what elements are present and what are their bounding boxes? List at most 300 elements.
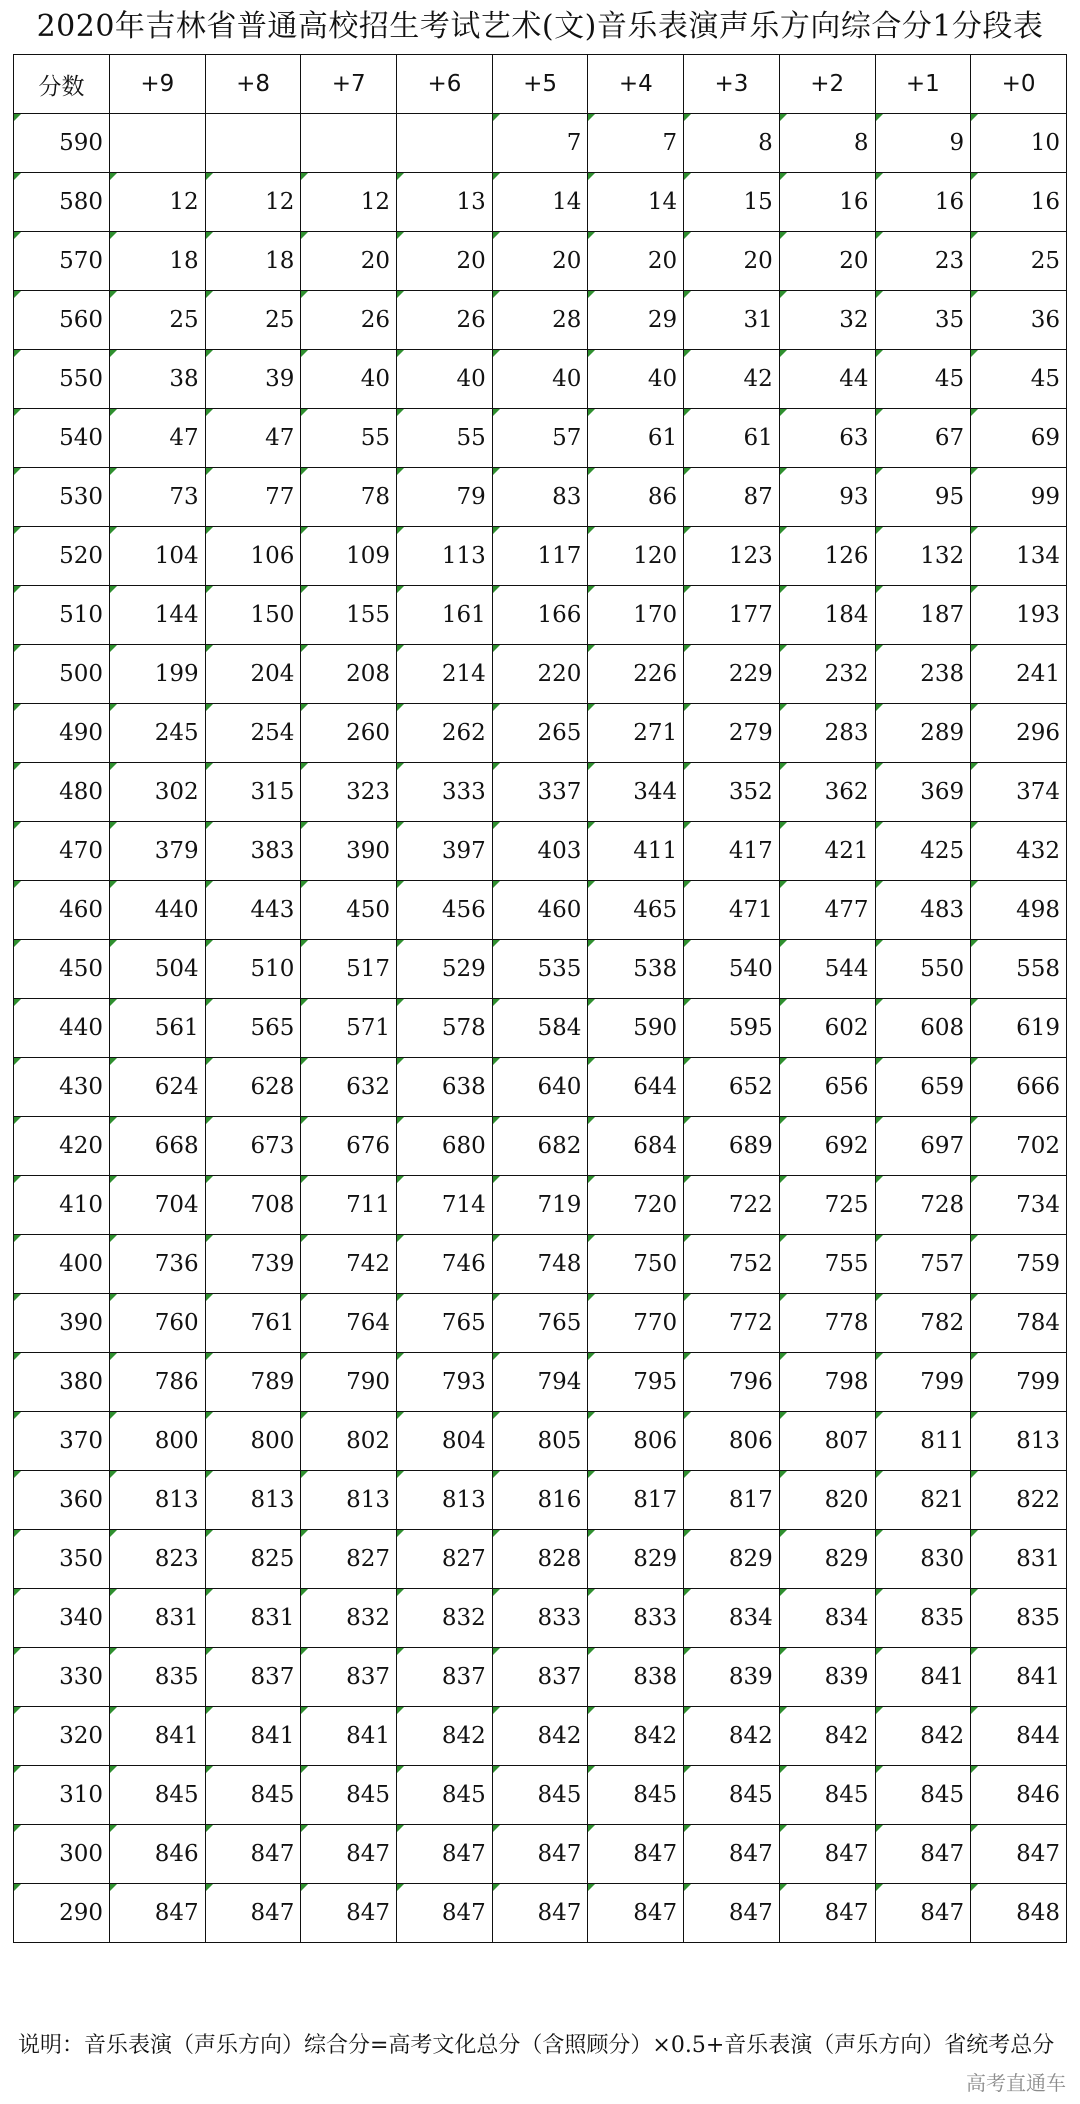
count-cell: 837 bbox=[492, 1648, 588, 1707]
count-cell: 69 bbox=[971, 409, 1067, 468]
count-cell: 8 bbox=[684, 114, 780, 173]
count-cell: 208 bbox=[301, 645, 397, 704]
count-cell: 834 bbox=[684, 1589, 780, 1648]
table-row bbox=[14, 940, 1067, 999]
header-plus2: +2 bbox=[779, 55, 875, 114]
count-cell: 47 bbox=[205, 409, 301, 468]
count-cell: 14 bbox=[588, 173, 684, 232]
count-cell: 722 bbox=[684, 1176, 780, 1235]
count-cell: 828 bbox=[492, 1530, 588, 1589]
count-cell: 804 bbox=[397, 1412, 493, 1471]
score-cell: 360 bbox=[14, 1471, 110, 1530]
count-cell: 847 bbox=[397, 1825, 493, 1884]
count-cell: 7 bbox=[492, 114, 588, 173]
count-cell: 13 bbox=[397, 173, 493, 232]
count-cell: 229 bbox=[684, 645, 780, 704]
count-cell: 20 bbox=[588, 232, 684, 291]
count-cell: 835 bbox=[875, 1589, 971, 1648]
watermark-text: 高考直通车 bbox=[966, 2071, 1066, 2095]
count-cell: 746 bbox=[397, 1235, 493, 1294]
count-cell: 477 bbox=[779, 881, 875, 940]
count-cell: 806 bbox=[588, 1412, 684, 1471]
count-cell: 39 bbox=[205, 350, 301, 409]
count-cell: 187 bbox=[875, 586, 971, 645]
count-cell: 8 bbox=[779, 114, 875, 173]
count-cell: 628 bbox=[205, 1058, 301, 1117]
score-distribution-table bbox=[13, 54, 1067, 1943]
count-cell: 847 bbox=[684, 1884, 780, 1943]
table-row bbox=[14, 645, 1067, 704]
count-cell: 79 bbox=[397, 468, 493, 527]
count-cell: 177 bbox=[684, 586, 780, 645]
count-cell: 829 bbox=[779, 1530, 875, 1589]
count-cell: 666 bbox=[971, 1058, 1067, 1117]
table-row bbox=[14, 999, 1067, 1058]
count-cell: 711 bbox=[301, 1176, 397, 1235]
count-cell: 845 bbox=[301, 1766, 397, 1825]
count-cell: 20 bbox=[684, 232, 780, 291]
count-cell: 77 bbox=[205, 468, 301, 527]
table-row bbox=[14, 586, 1067, 645]
count-cell: 659 bbox=[875, 1058, 971, 1117]
page-title: 2020年吉林省普通高校招生考试艺术(文)音乐表演声乐方向综合分1分段表 bbox=[36, 9, 1044, 44]
count-cell: 397 bbox=[397, 822, 493, 881]
count-cell: 848 bbox=[971, 1884, 1067, 1943]
count-cell: 807 bbox=[779, 1412, 875, 1471]
count-cell: 839 bbox=[684, 1648, 780, 1707]
count-cell: 842 bbox=[492, 1707, 588, 1766]
count-cell: 23 bbox=[875, 232, 971, 291]
count-cell: 16 bbox=[875, 173, 971, 232]
count-cell: 134 bbox=[971, 527, 1067, 586]
count-cell: 728 bbox=[875, 1176, 971, 1235]
count-cell: 333 bbox=[397, 763, 493, 822]
score-cell: 450 bbox=[14, 940, 110, 999]
count-cell: 847 bbox=[205, 1825, 301, 1884]
table-row bbox=[14, 409, 1067, 468]
count-cell: 35 bbox=[875, 291, 971, 350]
count-cell: 86 bbox=[588, 468, 684, 527]
table-body bbox=[14, 114, 1067, 1943]
count-cell: 847 bbox=[492, 1884, 588, 1943]
score-cell: 440 bbox=[14, 999, 110, 1058]
score-cell: 380 bbox=[14, 1353, 110, 1412]
table-row bbox=[14, 1707, 1067, 1766]
count-cell: 784 bbox=[971, 1294, 1067, 1353]
count-cell: 440 bbox=[110, 881, 206, 940]
count-cell: 379 bbox=[110, 822, 206, 881]
count-cell: 673 bbox=[205, 1117, 301, 1176]
table-row bbox=[14, 291, 1067, 350]
header-plus1: +1 bbox=[875, 55, 971, 114]
score-cell: 590 bbox=[14, 114, 110, 173]
count-cell: 835 bbox=[971, 1589, 1067, 1648]
count-cell: 390 bbox=[301, 822, 397, 881]
count-cell: 719 bbox=[492, 1176, 588, 1235]
score-cell: 550 bbox=[14, 350, 110, 409]
count-cell: 806 bbox=[684, 1412, 780, 1471]
count-cell: 540 bbox=[684, 940, 780, 999]
count-cell: 117 bbox=[492, 527, 588, 586]
score-cell: 390 bbox=[14, 1294, 110, 1353]
table-row bbox=[14, 763, 1067, 822]
count-cell: 483 bbox=[875, 881, 971, 940]
count-cell: 561 bbox=[110, 999, 206, 1058]
count-cell: 323 bbox=[301, 763, 397, 822]
count-cell: 790 bbox=[301, 1353, 397, 1412]
header-plus9: +9 bbox=[110, 55, 206, 114]
count-cell: 789 bbox=[205, 1353, 301, 1412]
count-cell: 831 bbox=[110, 1589, 206, 1648]
count-cell: 104 bbox=[110, 527, 206, 586]
count-cell: 7 bbox=[588, 114, 684, 173]
header-plus5: +5 bbox=[492, 55, 588, 114]
count-cell: 63 bbox=[779, 409, 875, 468]
count-cell: 460 bbox=[492, 881, 588, 940]
explanatory-note: 说明：音乐表演（声乐方向）综合分=高考文化总分（含照顾分）×0.5+音乐表演（声乐方向）省统考总分 bbox=[18, 2033, 1055, 2058]
count-cell: 757 bbox=[875, 1235, 971, 1294]
score-cell: 340 bbox=[14, 1589, 110, 1648]
count-cell: 73 bbox=[110, 468, 206, 527]
count-cell: 544 bbox=[779, 940, 875, 999]
score-cell: 420 bbox=[14, 1117, 110, 1176]
count-cell: 15 bbox=[684, 173, 780, 232]
header-plus0: +0 bbox=[971, 55, 1067, 114]
count-cell: 166 bbox=[492, 586, 588, 645]
count-cell: 684 bbox=[588, 1117, 684, 1176]
count-cell: 837 bbox=[301, 1648, 397, 1707]
count-cell: 632 bbox=[301, 1058, 397, 1117]
count-cell: 847 bbox=[301, 1825, 397, 1884]
count-cell: 31 bbox=[684, 291, 780, 350]
count-cell: 845 bbox=[875, 1766, 971, 1825]
score-cell: 350 bbox=[14, 1530, 110, 1589]
table-row bbox=[14, 1825, 1067, 1884]
count-cell: 844 bbox=[971, 1707, 1067, 1766]
count-cell: 796 bbox=[684, 1353, 780, 1412]
count-cell: 498 bbox=[971, 881, 1067, 940]
count-cell: 14 bbox=[492, 173, 588, 232]
count-cell: 40 bbox=[397, 350, 493, 409]
count-cell: 846 bbox=[110, 1825, 206, 1884]
count-cell: 214 bbox=[397, 645, 493, 704]
count-cell: 55 bbox=[397, 409, 493, 468]
count-cell: 25 bbox=[971, 232, 1067, 291]
header-plus6: +6 bbox=[397, 55, 493, 114]
count-cell: 640 bbox=[492, 1058, 588, 1117]
table-row bbox=[14, 1353, 1067, 1412]
table-row bbox=[14, 1058, 1067, 1117]
count-cell: 238 bbox=[875, 645, 971, 704]
count-cell: 845 bbox=[397, 1766, 493, 1825]
count-cell: 708 bbox=[205, 1176, 301, 1235]
count-cell: 99 bbox=[971, 468, 1067, 527]
count-cell: 847 bbox=[492, 1825, 588, 1884]
count-cell: 20 bbox=[779, 232, 875, 291]
count-cell: 432 bbox=[971, 822, 1067, 881]
count-cell: 680 bbox=[397, 1117, 493, 1176]
count-cell: 805 bbox=[492, 1412, 588, 1471]
count-cell: 245 bbox=[110, 704, 206, 763]
count-cell: 260 bbox=[301, 704, 397, 763]
count-cell: 846 bbox=[971, 1766, 1067, 1825]
count-cell: 271 bbox=[588, 704, 684, 763]
table-row bbox=[14, 468, 1067, 527]
count-cell: 374 bbox=[971, 763, 1067, 822]
count-cell: 837 bbox=[397, 1648, 493, 1707]
count-cell: 44 bbox=[779, 350, 875, 409]
count-cell: 40 bbox=[301, 350, 397, 409]
count-cell: 829 bbox=[684, 1530, 780, 1589]
count-cell: 123 bbox=[684, 527, 780, 586]
count-cell: 425 bbox=[875, 822, 971, 881]
count-cell: 144 bbox=[110, 586, 206, 645]
score-cell: 580 bbox=[14, 173, 110, 232]
count-cell: 761 bbox=[205, 1294, 301, 1353]
table-row bbox=[14, 1294, 1067, 1353]
count-cell: 847 bbox=[205, 1884, 301, 1943]
count-cell: 830 bbox=[875, 1530, 971, 1589]
count-cell: 822 bbox=[971, 1471, 1067, 1530]
count-cell: 45 bbox=[875, 350, 971, 409]
count-cell: 813 bbox=[397, 1471, 493, 1530]
count-cell: 411 bbox=[588, 822, 684, 881]
count-cell: 83 bbox=[492, 468, 588, 527]
count-cell: 760 bbox=[110, 1294, 206, 1353]
count-cell: 847 bbox=[397, 1884, 493, 1943]
count-cell: 232 bbox=[779, 645, 875, 704]
count-cell: 742 bbox=[301, 1235, 397, 1294]
count-cell: 837 bbox=[205, 1648, 301, 1707]
count-cell: 689 bbox=[684, 1117, 780, 1176]
count-cell: 302 bbox=[110, 763, 206, 822]
count-cell: 61 bbox=[588, 409, 684, 468]
count-cell: 841 bbox=[875, 1648, 971, 1707]
count-cell: 16 bbox=[779, 173, 875, 232]
count-cell: 845 bbox=[492, 1766, 588, 1825]
count-cell: 816 bbox=[492, 1471, 588, 1530]
count-cell: 590 bbox=[588, 999, 684, 1058]
count-cell: 847 bbox=[875, 1884, 971, 1943]
count-cell: 28 bbox=[492, 291, 588, 350]
count-cell: 831 bbox=[971, 1530, 1067, 1589]
count-cell: 369 bbox=[875, 763, 971, 822]
count-cell: 132 bbox=[875, 527, 971, 586]
count-cell: 755 bbox=[779, 1235, 875, 1294]
table-row bbox=[14, 1530, 1067, 1589]
score-cell: 570 bbox=[14, 232, 110, 291]
count-cell: 793 bbox=[397, 1353, 493, 1412]
count-cell bbox=[397, 114, 493, 173]
count-cell: 443 bbox=[205, 881, 301, 940]
count-cell bbox=[301, 114, 397, 173]
count-cell: 817 bbox=[588, 1471, 684, 1530]
table-row bbox=[14, 527, 1067, 586]
score-cell: 460 bbox=[14, 881, 110, 940]
count-cell: 739 bbox=[205, 1235, 301, 1294]
table-row bbox=[14, 1766, 1067, 1825]
count-cell: 602 bbox=[779, 999, 875, 1058]
count-cell: 813 bbox=[205, 1471, 301, 1530]
count-cell: 825 bbox=[205, 1530, 301, 1589]
table-row bbox=[14, 1412, 1067, 1471]
count-cell: 845 bbox=[205, 1766, 301, 1825]
score-cell: 530 bbox=[14, 468, 110, 527]
count-cell: 565 bbox=[205, 999, 301, 1058]
count-cell: 847 bbox=[684, 1825, 780, 1884]
count-cell: 847 bbox=[110, 1884, 206, 1943]
table-row bbox=[14, 232, 1067, 291]
count-cell: 9 bbox=[875, 114, 971, 173]
count-cell: 61 bbox=[684, 409, 780, 468]
count-cell: 644 bbox=[588, 1058, 684, 1117]
count-cell: 421 bbox=[779, 822, 875, 881]
count-cell: 800 bbox=[110, 1412, 206, 1471]
count-cell: 471 bbox=[684, 881, 780, 940]
count-cell: 529 bbox=[397, 940, 493, 999]
count-cell: 38 bbox=[110, 350, 206, 409]
count-cell: 161 bbox=[397, 586, 493, 645]
count-cell: 18 bbox=[110, 232, 206, 291]
table-row bbox=[14, 822, 1067, 881]
count-cell: 832 bbox=[397, 1589, 493, 1648]
count-cell: 12 bbox=[301, 173, 397, 232]
count-cell: 847 bbox=[779, 1825, 875, 1884]
header-plus8: +8 bbox=[205, 55, 301, 114]
count-cell: 704 bbox=[110, 1176, 206, 1235]
count-cell: 795 bbox=[588, 1353, 684, 1412]
count-cell: 18 bbox=[205, 232, 301, 291]
count-cell: 759 bbox=[971, 1235, 1067, 1294]
count-cell: 736 bbox=[110, 1235, 206, 1294]
count-cell: 839 bbox=[779, 1648, 875, 1707]
score-cell: 510 bbox=[14, 586, 110, 645]
score-cell: 490 bbox=[14, 704, 110, 763]
count-cell: 296 bbox=[971, 704, 1067, 763]
count-cell: 794 bbox=[492, 1353, 588, 1412]
count-cell: 841 bbox=[205, 1707, 301, 1766]
count-cell: 827 bbox=[397, 1530, 493, 1589]
count-cell: 510 bbox=[205, 940, 301, 999]
count-cell: 720 bbox=[588, 1176, 684, 1235]
count-cell: 193 bbox=[971, 586, 1067, 645]
table-row bbox=[14, 1235, 1067, 1294]
count-cell: 782 bbox=[875, 1294, 971, 1353]
count-cell: 226 bbox=[588, 645, 684, 704]
count-cell: 765 bbox=[397, 1294, 493, 1353]
count-cell: 847 bbox=[588, 1884, 684, 1943]
score-cell: 500 bbox=[14, 645, 110, 704]
table-row bbox=[14, 704, 1067, 763]
count-cell: 45 bbox=[971, 350, 1067, 409]
count-cell: 765 bbox=[492, 1294, 588, 1353]
table-row bbox=[14, 350, 1067, 409]
score-cell: 430 bbox=[14, 1058, 110, 1117]
count-cell: 417 bbox=[684, 822, 780, 881]
count-cell: 842 bbox=[875, 1707, 971, 1766]
table-row bbox=[14, 1471, 1067, 1530]
count-cell: 241 bbox=[971, 645, 1067, 704]
count-cell: 764 bbox=[301, 1294, 397, 1353]
count-cell: 847 bbox=[588, 1825, 684, 1884]
count-cell: 842 bbox=[397, 1707, 493, 1766]
count-cell: 841 bbox=[971, 1648, 1067, 1707]
count-cell: 770 bbox=[588, 1294, 684, 1353]
count-cell: 702 bbox=[971, 1117, 1067, 1176]
score-cell: 470 bbox=[14, 822, 110, 881]
count-cell: 847 bbox=[971, 1825, 1067, 1884]
count-cell: 829 bbox=[588, 1530, 684, 1589]
table-header-row bbox=[14, 55, 1067, 114]
count-cell: 204 bbox=[205, 645, 301, 704]
count-cell: 67 bbox=[875, 409, 971, 468]
count-cell: 835 bbox=[110, 1648, 206, 1707]
count-cell: 841 bbox=[301, 1707, 397, 1766]
header-plus3: +3 bbox=[684, 55, 780, 114]
count-cell: 845 bbox=[110, 1766, 206, 1825]
count-cell: 170 bbox=[588, 586, 684, 645]
table-row bbox=[14, 1884, 1067, 1943]
count-cell: 155 bbox=[301, 586, 397, 645]
header-score: 分数 bbox=[14, 55, 110, 114]
count-cell: 12 bbox=[205, 173, 301, 232]
count-cell: 109 bbox=[301, 527, 397, 586]
count-cell: 813 bbox=[301, 1471, 397, 1530]
count-cell: 57 bbox=[492, 409, 588, 468]
count-cell: 750 bbox=[588, 1235, 684, 1294]
count-cell: 42 bbox=[684, 350, 780, 409]
count-cell: 668 bbox=[110, 1117, 206, 1176]
count-cell: 652 bbox=[684, 1058, 780, 1117]
count-cell: 820 bbox=[779, 1471, 875, 1530]
count-cell: 150 bbox=[205, 586, 301, 645]
count-cell: 619 bbox=[971, 999, 1067, 1058]
count-cell: 26 bbox=[301, 291, 397, 350]
count-cell: 833 bbox=[588, 1589, 684, 1648]
score-cell: 480 bbox=[14, 763, 110, 822]
count-cell: 20 bbox=[301, 232, 397, 291]
count-cell: 676 bbox=[301, 1117, 397, 1176]
count-cell: 799 bbox=[875, 1353, 971, 1412]
count-cell: 32 bbox=[779, 291, 875, 350]
count-cell: 682 bbox=[492, 1117, 588, 1176]
count-cell: 199 bbox=[110, 645, 206, 704]
count-cell: 558 bbox=[971, 940, 1067, 999]
count-cell: 40 bbox=[588, 350, 684, 409]
count-cell: 821 bbox=[875, 1471, 971, 1530]
count-cell: 847 bbox=[779, 1884, 875, 1943]
count-cell: 842 bbox=[684, 1707, 780, 1766]
count-cell: 20 bbox=[492, 232, 588, 291]
count-cell: 283 bbox=[779, 704, 875, 763]
count-cell: 126 bbox=[779, 527, 875, 586]
count-cell: 838 bbox=[588, 1648, 684, 1707]
count-cell: 595 bbox=[684, 999, 780, 1058]
score-cell: 290 bbox=[14, 1884, 110, 1943]
score-cell: 370 bbox=[14, 1412, 110, 1471]
count-cell: 25 bbox=[110, 291, 206, 350]
count-cell: 692 bbox=[779, 1117, 875, 1176]
count-cell: 571 bbox=[301, 999, 397, 1058]
count-cell: 184 bbox=[779, 586, 875, 645]
table-row bbox=[14, 114, 1067, 173]
score-cell: 400 bbox=[14, 1235, 110, 1294]
count-cell: 504 bbox=[110, 940, 206, 999]
count-cell bbox=[205, 114, 301, 173]
count-cell: 845 bbox=[684, 1766, 780, 1825]
count-cell: 834 bbox=[779, 1589, 875, 1648]
table-row bbox=[14, 1117, 1067, 1176]
